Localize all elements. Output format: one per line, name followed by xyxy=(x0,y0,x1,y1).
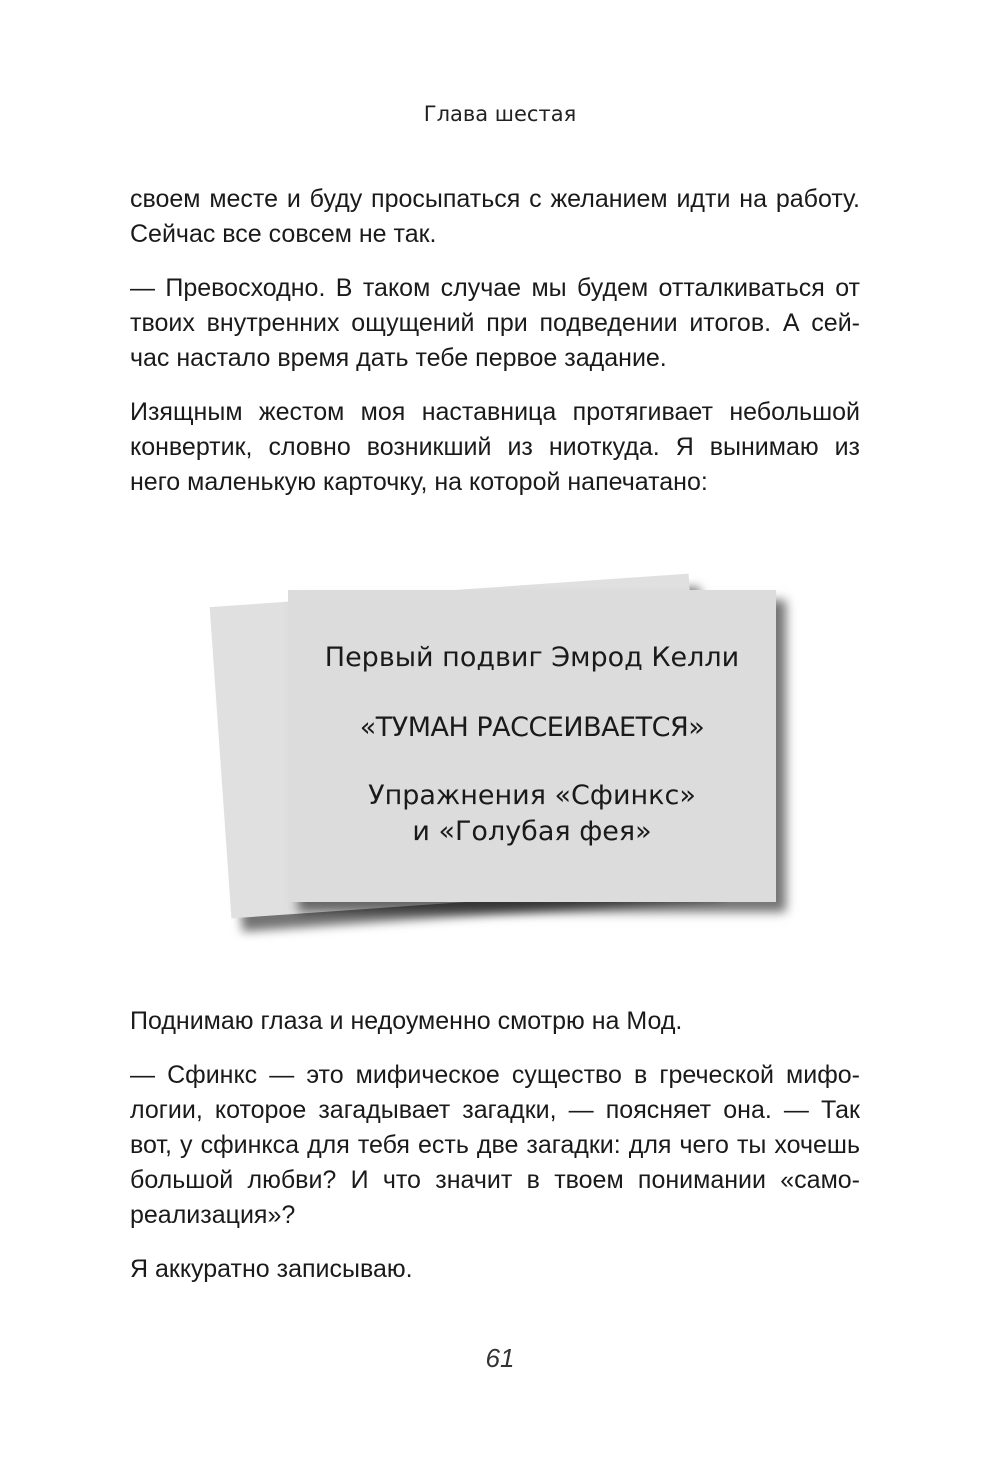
text-line: Сейчас все совсем не так. xyxy=(130,220,437,248)
text-line: Поднимаю глаза и недоуменно смотрю на Мод. xyxy=(130,1007,683,1035)
top-text-block xyxy=(130,182,860,519)
text-line: него маленькую карточку, на которой напечатано: xyxy=(130,468,708,496)
text-line: большой любви? И что значит в твоем понимании «само- xyxy=(130,1166,860,1194)
paragraph-5 xyxy=(130,1058,860,1233)
paragraph-1 xyxy=(130,182,860,252)
text-line: Я аккуратно записываю. xyxy=(130,1255,413,1283)
bottom-text-block xyxy=(130,1004,860,1306)
card-heading: «ТУМАН РАССЕИВАЕТСЯ» xyxy=(359,712,705,743)
text-line: вот, у сфинкса для тебя есть две загадки: для чего ты хочешь xyxy=(130,1131,860,1159)
text-line: своем месте и буду просыпаться с желанием идти на работу. xyxy=(130,185,860,213)
text-line: Изящным жестом моя наставница протягивает небольшой xyxy=(130,398,860,426)
text-line: конвертик, словно возникший из ниоткуда. Я вынимаю из xyxy=(130,433,860,461)
paragraph-2 xyxy=(130,271,860,376)
paragraph-6 xyxy=(130,1252,860,1287)
task-card xyxy=(200,560,820,960)
text-line: час настало время дать тебе первое задание. xyxy=(130,344,667,372)
paragraph-3 xyxy=(130,395,860,500)
card-exercises-line-1: Упражнения «Сфинкс» xyxy=(368,780,696,811)
text-line: реализация»? xyxy=(130,1201,296,1229)
card-exercises-line-2: и «Голубая фея» xyxy=(412,816,652,847)
paragraph-4 xyxy=(130,1004,860,1039)
text-line: — Сфинкс — это мифическое существо в греческой мифо- xyxy=(130,1061,860,1089)
card-exercises xyxy=(288,778,776,850)
card-title: Первый подвиг Эмрод Келли xyxy=(324,642,740,673)
text-line: логии, которое загадывает загадки, — поясняет она. — Так xyxy=(130,1096,860,1124)
running-head: Глава шестая xyxy=(423,102,577,126)
page-number: 61 xyxy=(485,1343,515,1373)
card-front-sheet xyxy=(288,590,776,902)
text-line: твоих внутренних ощущений при подведении итогов. А сей- xyxy=(130,309,860,337)
text-line: — Превосходно. В таком случае мы будем отталкиваться от xyxy=(130,274,860,302)
